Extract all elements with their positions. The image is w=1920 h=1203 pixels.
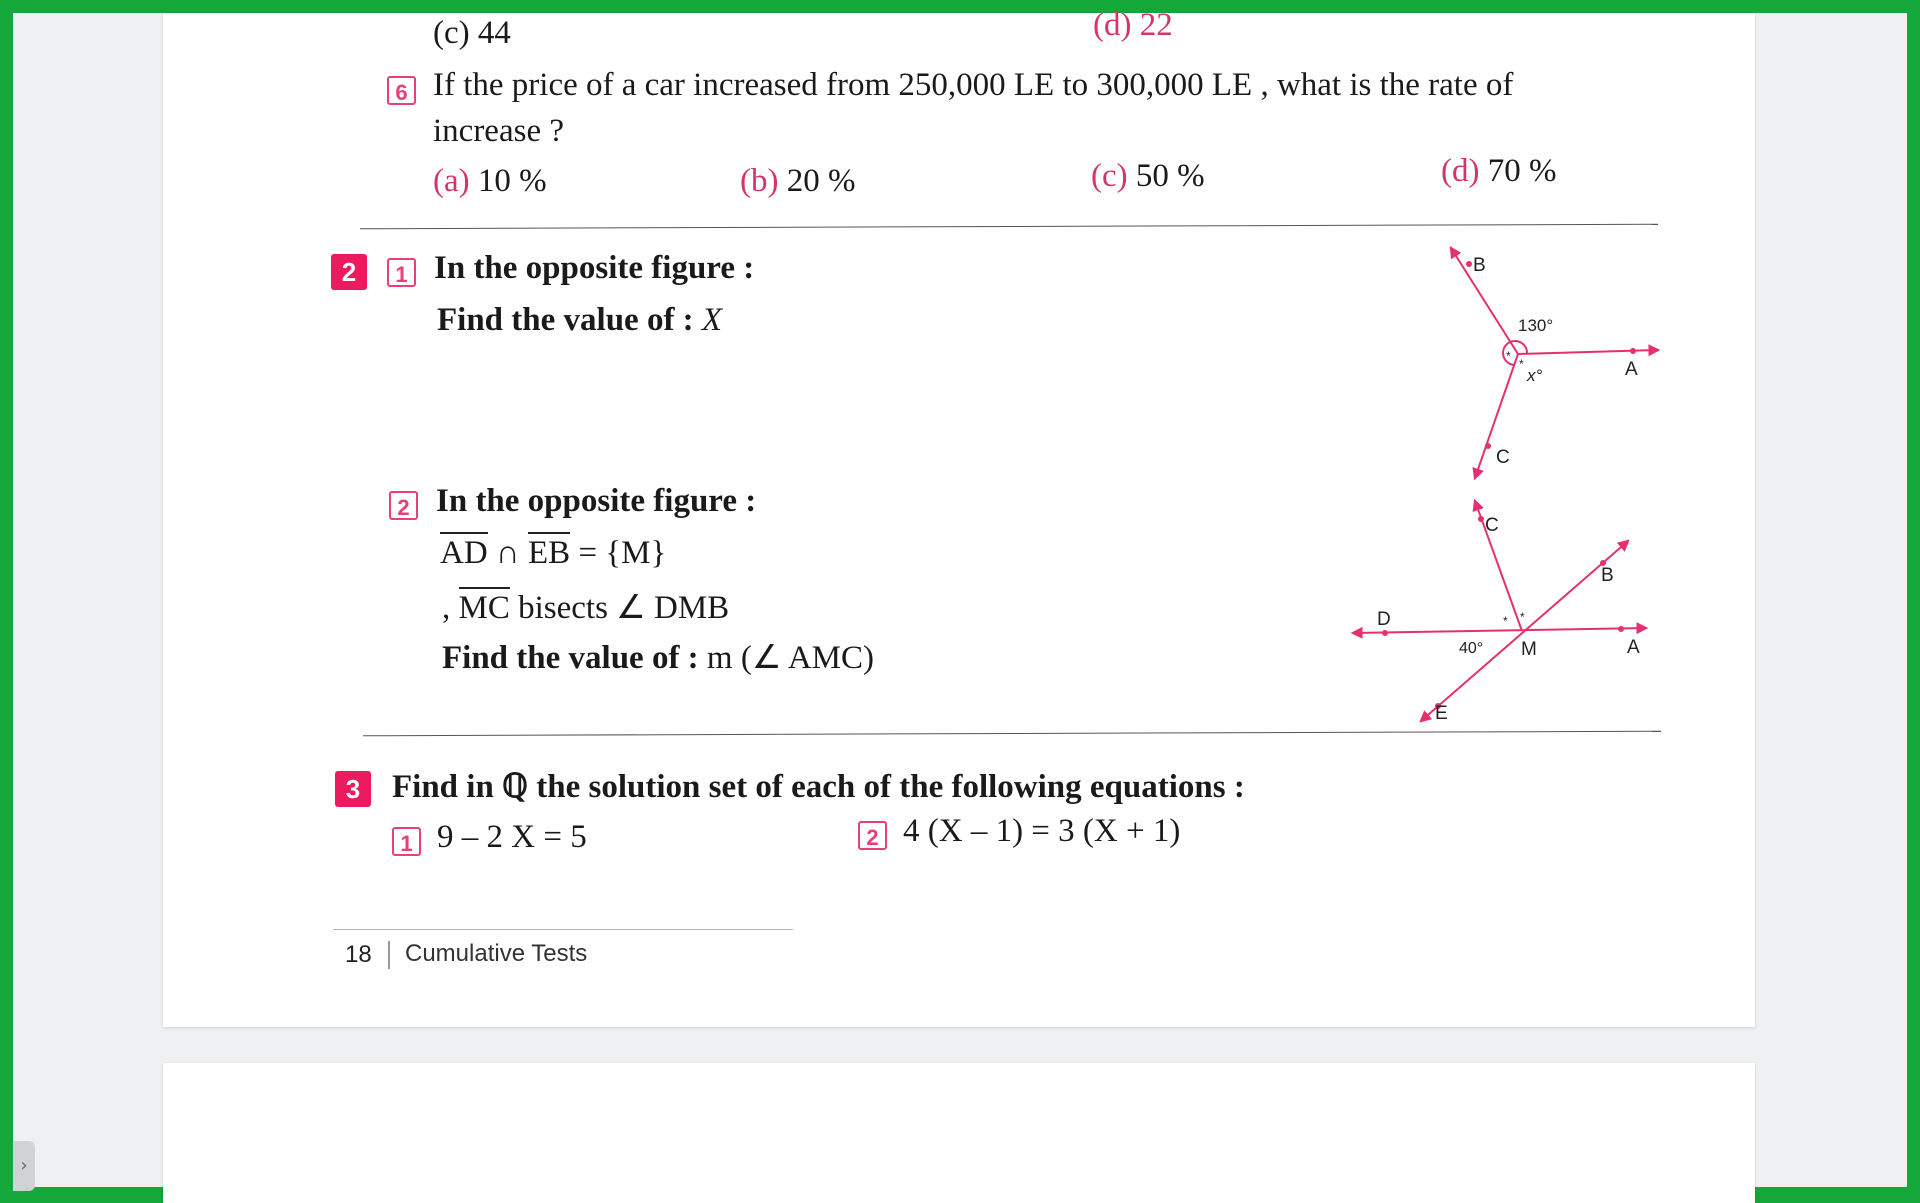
label-b: B bbox=[1601, 565, 1614, 586]
part-number-box: 1 bbox=[387, 258, 416, 287]
point-c bbox=[1486, 444, 1490, 448]
intersection-symbol: ∩ bbox=[495, 535, 520, 571]
option-value: 10 % bbox=[477, 163, 547, 199]
part1-find bbox=[437, 302, 722, 339]
label-40: 40° bbox=[1459, 640, 1484, 657]
line-ad-drawn bbox=[1353, 628, 1646, 633]
label-a: A bbox=[1627, 637, 1640, 658]
prev-option-c: (c) 44 bbox=[433, 15, 511, 51]
document-viewer[interactable] bbox=[13, 7, 1907, 1187]
question-number-box: 6 bbox=[387, 76, 416, 105]
option-label: (d) bbox=[1441, 153, 1480, 189]
part-number-box: 1 bbox=[392, 827, 421, 856]
label-c: C bbox=[1485, 515, 1499, 536]
part2-find bbox=[442, 637, 874, 677]
question-text-line2: increase ? bbox=[433, 113, 564, 149]
part1-heading: In the opposite figure : bbox=[434, 250, 755, 286]
option-label: (a) bbox=[433, 163, 470, 199]
equation-2: 4 (X – 1) = 3 (X + 1) bbox=[903, 813, 1181, 849]
label-d: D bbox=[1377, 609, 1391, 630]
option-label: (c) bbox=[1091, 158, 1128, 194]
point-a bbox=[1631, 349, 1635, 353]
svg-text:*: * bbox=[1519, 357, 1524, 371]
option-value: 70 % bbox=[1487, 153, 1557, 189]
part2-line1 bbox=[440, 535, 666, 572]
option-value: 20 % bbox=[786, 163, 856, 199]
svg-text:*: * bbox=[1520, 610, 1525, 624]
document-page bbox=[163, 7, 1755, 1027]
question-badge: 2 bbox=[331, 254, 367, 290]
find-expression: m (∠ AMC) bbox=[706, 640, 875, 676]
option-b bbox=[740, 163, 855, 200]
line-eb: EB bbox=[528, 535, 571, 571]
figure-angles-2 bbox=[1363, 491, 1653, 731]
question-badge: 3 bbox=[335, 771, 371, 807]
label-b: B bbox=[1473, 255, 1486, 276]
find-variable: X bbox=[701, 302, 723, 338]
footer-rule bbox=[333, 929, 793, 930]
equation-1: 9 – 2 X = 5 bbox=[437, 819, 587, 855]
option-c bbox=[1091, 158, 1205, 195]
part-number-box: 2 bbox=[858, 821, 887, 850]
option-d bbox=[1441, 153, 1556, 190]
section-divider bbox=[363, 731, 1661, 737]
ray-mc: MC bbox=[458, 590, 510, 626]
label-c: C bbox=[1496, 447, 1510, 468]
footer-separator bbox=[388, 941, 390, 969]
label-a: A bbox=[1625, 359, 1638, 380]
svg-text:*: * bbox=[1503, 614, 1508, 628]
figure-angles-1 bbox=[1363, 233, 1638, 493]
label-x: x° bbox=[1527, 366, 1543, 385]
equals-set: = {M} bbox=[578, 535, 667, 571]
prev-option-d: (d) 22 bbox=[1093, 7, 1173, 43]
svg-text:*: * bbox=[1506, 349, 1511, 363]
ray-a bbox=[1518, 350, 1658, 354]
option-label: (b) bbox=[740, 163, 779, 199]
label-m: M bbox=[1521, 639, 1537, 660]
footer-title: Cumulative Tests bbox=[405, 940, 588, 967]
comma: , bbox=[442, 590, 451, 626]
part-number-box: 2 bbox=[389, 491, 418, 520]
q3-heading: Find in ℚ the solution set of each of the following equations : bbox=[392, 769, 1245, 805]
find-label: Find the value of : bbox=[437, 302, 694, 338]
line-ad: AD bbox=[440, 535, 488, 571]
question-text-line1: If the price of a car increased from 250,000 LE to 300,000 LE , what is the rate of bbox=[433, 67, 1514, 103]
point-b bbox=[1467, 262, 1471, 266]
page-number: 18 bbox=[345, 941, 372, 968]
bisects-text: bisects ∠ DMB bbox=[518, 590, 730, 626]
next-document-page bbox=[163, 1063, 1755, 1203]
part2-line2 bbox=[442, 587, 729, 627]
label-e: E bbox=[1435, 703, 1448, 724]
sidebar-toggle-button[interactable]: › bbox=[13, 1141, 35, 1191]
find-label: Find the value of : bbox=[442, 640, 699, 676]
option-value: 50 % bbox=[1135, 158, 1205, 194]
label-130: 130° bbox=[1518, 316, 1554, 335]
part2-heading: In the opposite figure : bbox=[436, 483, 757, 519]
option-a bbox=[433, 163, 547, 200]
section-divider bbox=[360, 224, 1658, 230]
